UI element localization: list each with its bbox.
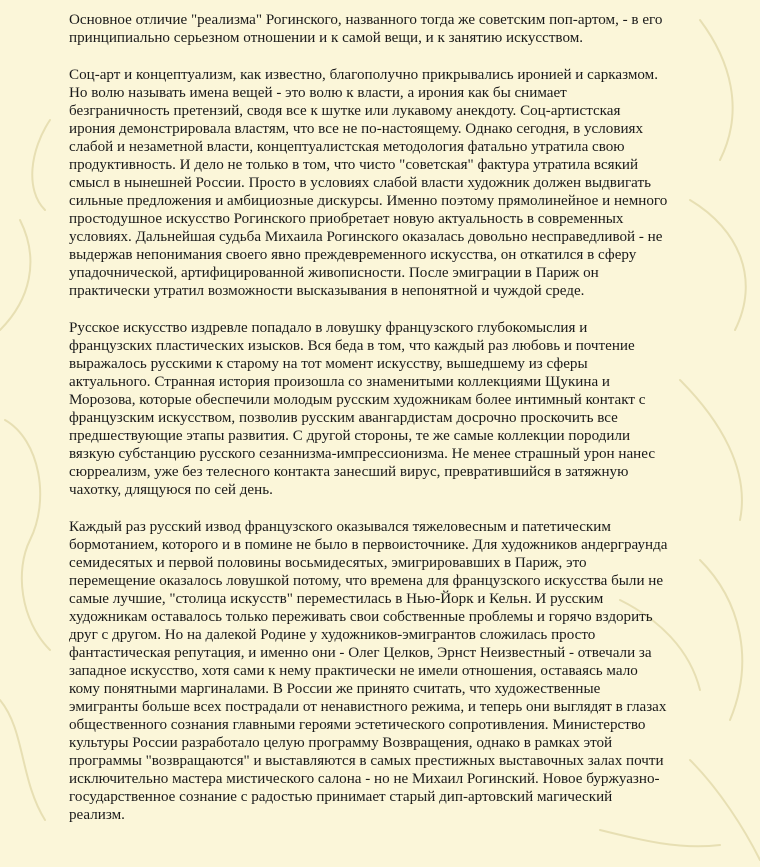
paragraph-2: Соц-арт и концептуализм, как известно, благополучно прикрывались иронией и сарказмом. Но волю называть имена вещей - это волю к власти, а ирония как бы снимает безграничность претензий, сводя все к шутке или лукавому анекдоту. Соц-артистская ирония демонстрировала властям, что все не по-настоящему. Однако сегодня, в условиях слабой и незаметной власти, концептуалистская методология фатально утратила свою продуктивность. И дело не только в том, что чисто "советская" фактура утратила всякий смысл в нынешней России. Просто в условиях слабой власти художник должен выдвигать сильные предложения и амбициозные дискурсы. Именно поэтому прямолинейное и немного простодушное искусство Рогинского приобретает новую актуальность в современных условиях. Дальнейшая судьба Михаила Рогинского оказалась довольно несправедливой - не выдержав непонимания своего явно преждевременного искусства, он откатился в сферу упадочнической, артифицированной живописности. После эмиграции в Париж он практически утратил возможности высказывания в непонятной и чуждой среде. bbox=[69, 67, 668, 299]
article bbox=[69, 11, 669, 843]
paragraph-3: Русское искусство издревле попадало в ловушку французского глубокомыслия и французских пластических изысков. Вся беда в том, что каждый раз любовь и почтение выражалось русскими к старому на тот момент искусству, вышедшему из сферы актуального. Странная история произошла со знаменитыми коллекциями Щукина и Морозова, которые обеспечили молодым русским художникам более интимный контакт с французским искусством, позволив русским авангардистам досрочно проскочить все предшествующие этапы развития. С другой стороны, те же самые коллекции породили вязкую субстанцию русского сезаннизма-импрессионизма. Не менее страшный урон нанес сюрреализм, уже без телесного контакта занесший вирус, превратившийся в затяжную чахотку, длящуюся по сей день. bbox=[69, 320, 656, 498]
paragraph-1: Основное отличие "реализма" Рогинского, названного тогда же советским поп-артом, - в его принципиально серьезном отношении и к самой вещи, и к занятию искусством. bbox=[69, 12, 663, 46]
paragraph-4: Каждый раз русский извод французского оказывался тяжеловесным и патетическим бормотанием, которого и в помине не было в первоисточнике. Для художников андерграунда семидесятых и первой половины восьмидесятых, эмигрировавших в Париж, это перемещение оказалось ловушкой потому, что времена для французского искусства были не самые лучшие, "столица искусств" переместилась в Нью-Йорк и Кельн. И русским художникам оставалось только переживать свои собственные проблемы и горячо вздорить друг с другом. Но на далекой Родине у художников-эмигрантов сложилась просто фантастическая репутация, и именно они - Олег Целков, Эрнст Неизвестный - отвечали за западное искусство, хотя сами к нему практически не имели отношения, оставаясь мало кому понятными маргиналами. В России же принято считать, что художественные эмигранты больше всех пострадали от ненавистного режима, и теперь они выглядят в глазах общественного сознания главными героями эстетического сопротивления. Министерство культуры России разработало целую программу Возвращения, однако в рамках этой программы "возвращаются" и выставляются в самых престижных выставочных залах почти исключительно мастера мистического салона - но не Михаил Рогинский. Новое буржуазно-государственное сознание с радостью принимает старый дип-артовский магический реализм. bbox=[69, 519, 668, 823]
